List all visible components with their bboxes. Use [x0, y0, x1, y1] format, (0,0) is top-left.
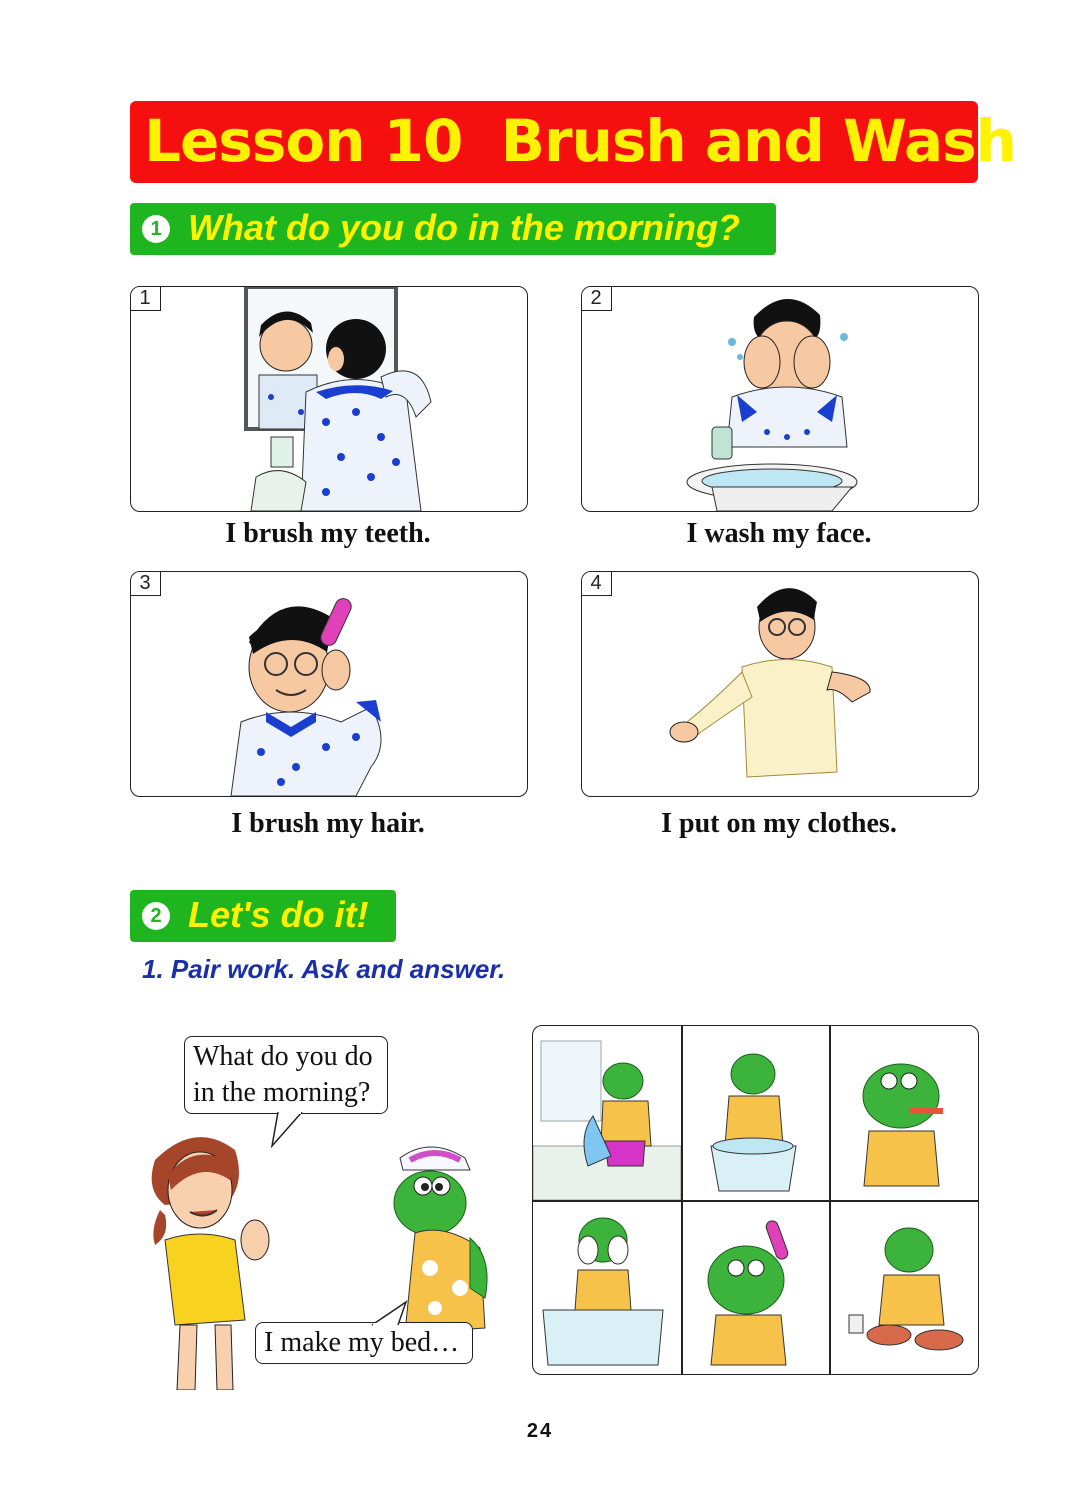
panel-caption: I brush my hair. — [231, 808, 425, 839]
dinosaur-eating-breakfast-cell — [829, 1200, 977, 1374]
dinosaur-brushing-hair-cell — [681, 1200, 829, 1374]
dinosaur-brushing-teeth-cell — [829, 1026, 977, 1200]
section-2-heading: Let's do it! — [188, 894, 369, 935]
pair-work-instruction: 1. Pair work. Ask and answer. — [142, 954, 506, 984]
section-1-number: 1 — [142, 215, 170, 243]
lesson-title-bar — [130, 101, 1016, 183]
panel-number: 2 — [581, 286, 612, 311]
boy-washing-face-illustration — [582, 287, 978, 511]
panel-caption: I put on my clothes. — [661, 808, 897, 839]
dinosaur-washing-face-cell — [533, 1200, 681, 1374]
question-line-2: in the morning? — [193, 1077, 371, 1108]
section-2-number: 2 — [142, 902, 170, 930]
section-2-header — [130, 890, 396, 942]
lesson-title: Lesson 10 Brush and Wash — [144, 107, 1016, 175]
panel-caption: I wash my face. — [686, 518, 872, 549]
panel-wash-face — [581, 286, 979, 512]
question-speech-bubble — [184, 1036, 388, 1114]
panel-number: 1 — [130, 286, 161, 311]
answer-bubble-tail — [368, 1300, 410, 1326]
section-1-header — [130, 203, 776, 255]
panel-put-on-clothes — [581, 571, 979, 797]
answer-text: I make my bed… — [264, 1327, 460, 1358]
panel-number: 3 — [130, 571, 161, 596]
panel-caption: I brush my teeth. — [225, 518, 431, 549]
panel-brush-hair — [130, 571, 528, 797]
boy-brushing-hair-illustration — [131, 572, 527, 796]
dinosaur-washing-hands-cell — [681, 1026, 829, 1200]
dinosaur-routine-grid — [532, 1025, 979, 1375]
dinosaur-making-bed-cell — [533, 1026, 681, 1200]
answer-speech-bubble — [255, 1322, 473, 1364]
boy-putting-on-clothes-illustration — [582, 572, 978, 796]
section-1-heading: What do you do in the morning? — [188, 207, 740, 248]
panel-brush-teeth — [130, 286, 528, 512]
boy-brushing-teeth-illustration — [131, 287, 527, 511]
panel-number: 4 — [581, 571, 612, 596]
page-number: 24 — [526, 1420, 554, 1442]
question-line-1: What do you do — [193, 1041, 373, 1072]
